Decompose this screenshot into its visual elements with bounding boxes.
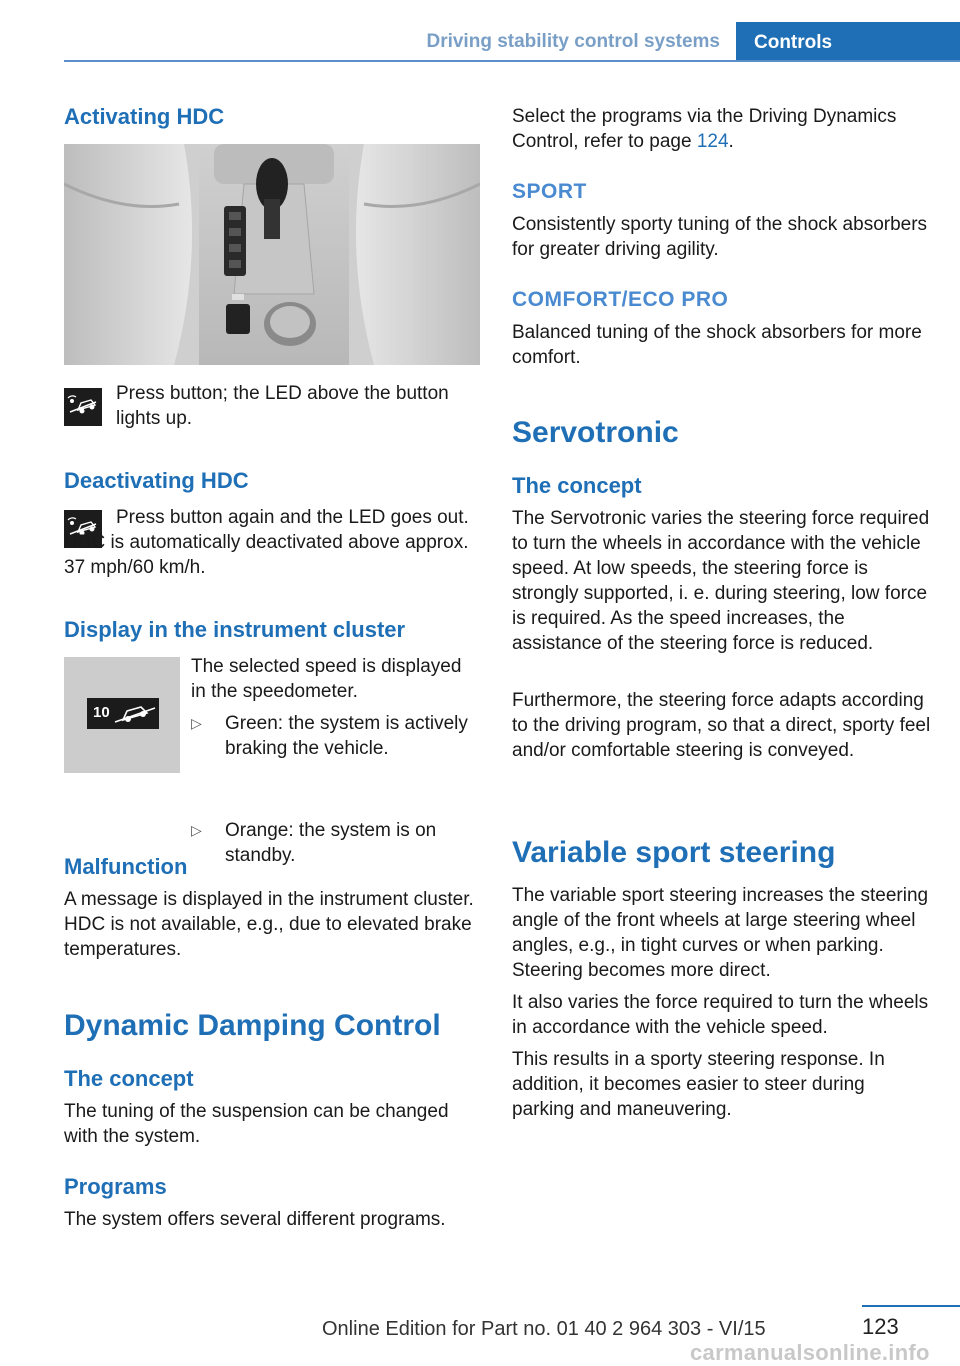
list-item (191, 818, 480, 868)
left-column (64, 0, 480, 1300)
ddc-heading: Dynamic Damping Control (64, 1009, 441, 1042)
triangle-right-icon: ▷ (191, 822, 202, 838)
sport-heading: SPORT (512, 180, 587, 203)
activating-hdc-heading: Activating HDC (64, 104, 225, 129)
activating-hdc-text: Press button; the LED above the button lights up. (116, 383, 449, 429)
right-column (512, 0, 932, 1300)
bullet-text: Green: the system is actively braking the vehicle. (225, 713, 468, 759)
hdc-speed-number: 10 (93, 704, 110, 721)
variable-steering-text-3: This results in a sporty steering response. In addition, it becomes easier to steer during parking and maneuvering. (512, 1049, 885, 1120)
page-number: 123 (862, 1314, 899, 1339)
hdc-icon (64, 388, 102, 426)
comfort-text: Balanced tuning of the shock absorbers for more comfort. (512, 322, 922, 368)
variable-steering-text-2: It also varies the force required to turn the wheels in accordance with the vehicle speed. (512, 992, 929, 1038)
center-console-photo (64, 144, 480, 365)
variable-steering-text-1: The variable sport steering increases the steering angle of the front wheels at large steering wheel angles, e.g., in tight curves or when parking. Steering becomes more direct. (512, 885, 929, 981)
programs-text: The system offers several different programs. (64, 1209, 446, 1230)
car-on-slope-icon (113, 700, 157, 727)
malfunction-text: A message is displayed in the instrument cluster. HDC is not available, e.g., due to elevated brake temperatures. (64, 889, 474, 960)
footer-rule (862, 1305, 960, 1307)
select-programs-text (512, 104, 932, 154)
servotronic-text-2: Furthermore, the steering force adapts according to the driving program, so that a direct, sporty feel and/or comfortable steering is conveyed. (512, 690, 931, 761)
hdc-speed-icon (87, 698, 159, 729)
triangle-right-icon: ▷ (191, 715, 202, 731)
malfunction-heading: Malfunction (64, 854, 188, 879)
sport-text: Consistently sporty tuning of the shock absorbers for greater driving agility. (512, 214, 928, 260)
watermark: carmanualsonline.info (690, 1340, 930, 1365)
select-programs-text-before: Select the programs via the Driving Dynamics Control, refer to page (512, 106, 897, 152)
comfort-heading: COMFORT/ECO PRO (512, 288, 729, 311)
page-reference-link[interactable]: 124 (696, 131, 729, 152)
display-cluster-text: The selected speed is displayed in the speedometer. (191, 656, 462, 702)
servotronic-concept-heading: The concept (512, 473, 642, 498)
servotronic-text-1: The Servotronic varies the steering force required to turn the wheels in accordance with the vehicle speed. At low speeds, the steering force is strongly supported, i. e. during steering, low force is required. As the speed increases, the assistance of the steering force is reduced. (512, 508, 930, 654)
header-chapter-label: Controls (754, 32, 833, 53)
select-programs-text-after: . (728, 131, 734, 152)
programs-heading: Programs (64, 1174, 167, 1199)
ddc-concept-text: The tuning of the suspension can be changed with the system. (64, 1101, 449, 1147)
variable-steering-heading: Variable sport steering (512, 836, 836, 869)
header-section-title: Driving stability control systems (426, 31, 720, 52)
deactivating-hdc-text: Press button again and the LED goes out. HDC is automatically deactivated above approx. 37 mph/60 km/h. (64, 507, 469, 578)
bullet-text: Orange: the system is on standby. (225, 820, 437, 866)
cluster-display-image (64, 657, 180, 773)
list-item (191, 711, 480, 761)
edition-line: Online Edition for Part no. 01 40 2 964 303 - VI/15 (322, 1318, 766, 1340)
servotronic-heading: Servotronic (512, 416, 679, 449)
display-cluster-heading: Display in the instrument cluster (64, 617, 406, 642)
ddc-concept-heading: The concept (64, 1066, 194, 1091)
deactivating-hdc-heading: Deactivating HDC (64, 468, 249, 493)
